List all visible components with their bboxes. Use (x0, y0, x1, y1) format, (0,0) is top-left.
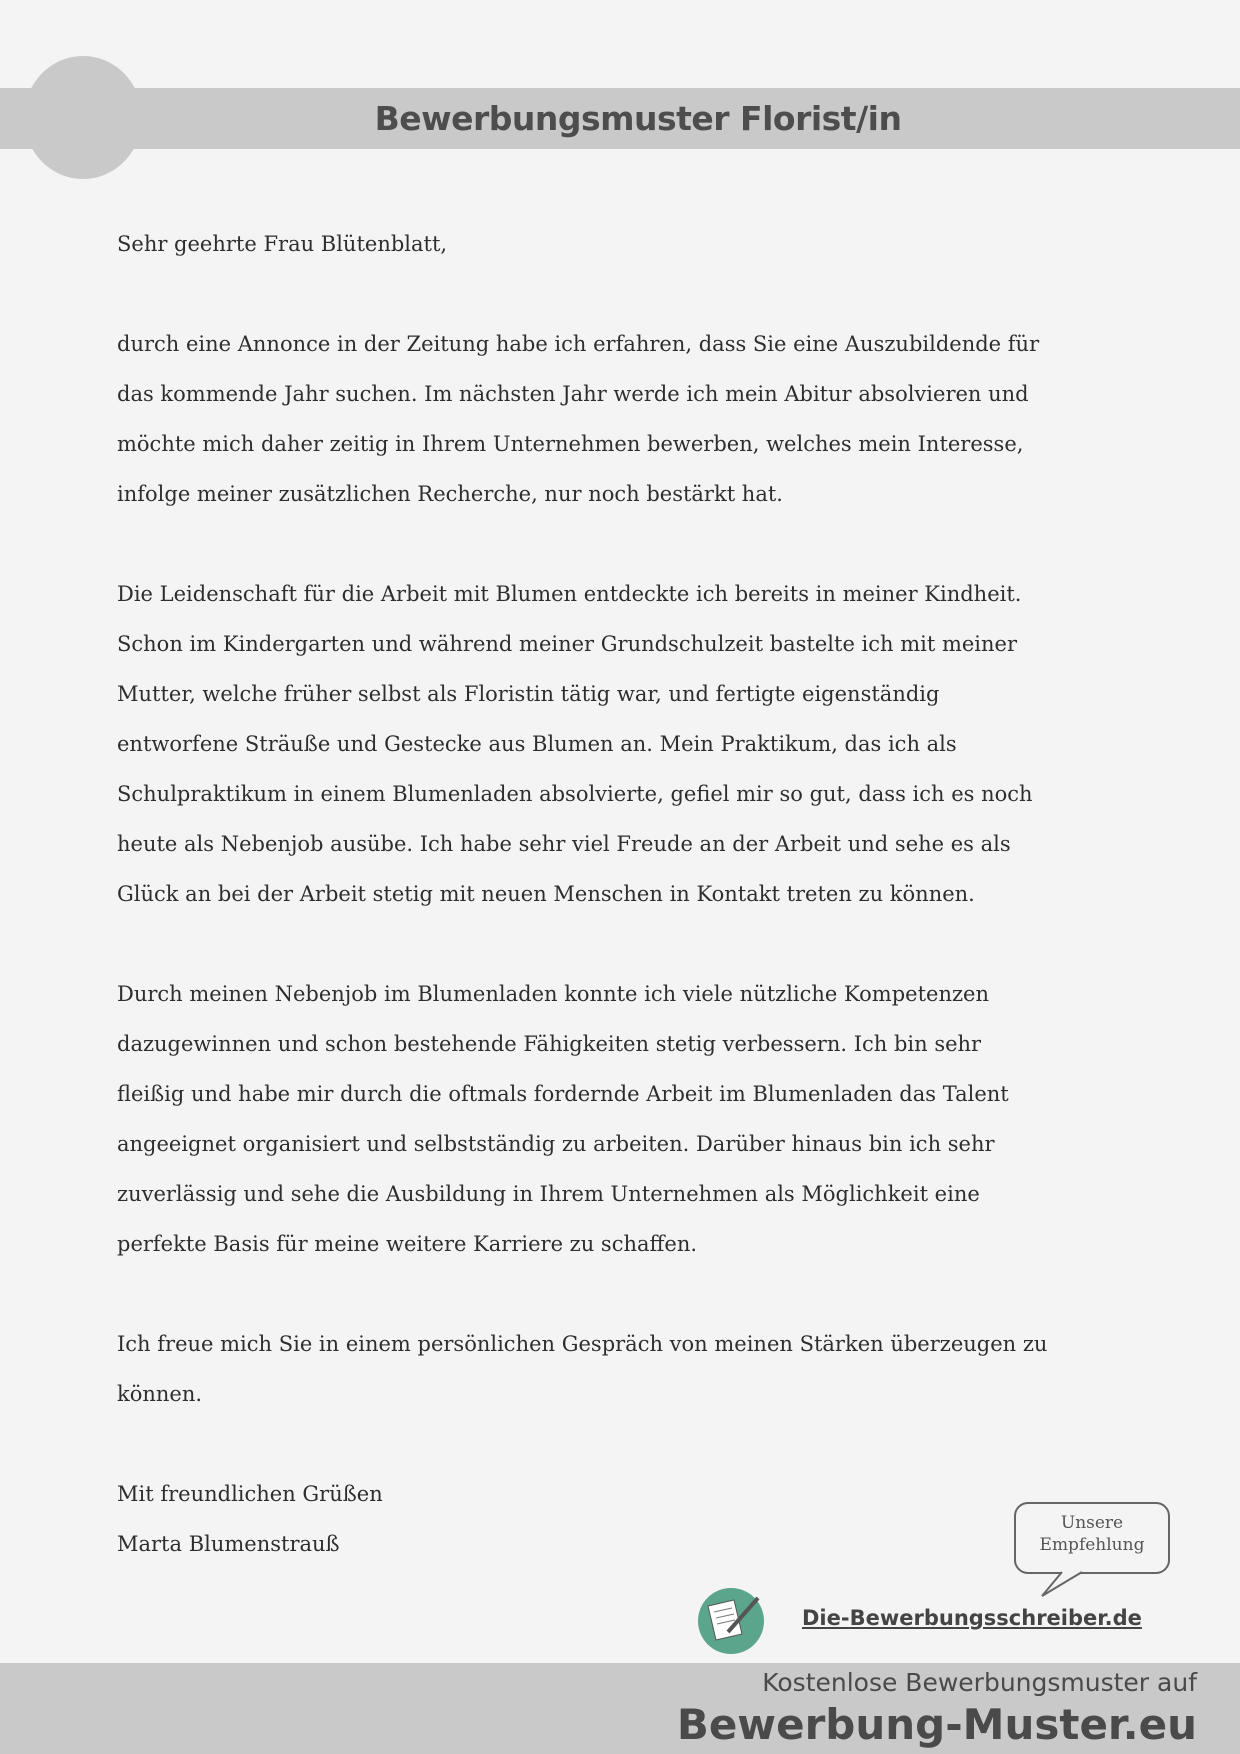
letter-line: fleißig und habe mir durch die oftmals fordernde Arbeit im Blumenladen das Talent (117, 1082, 1009, 1106)
footer-site-link[interactable]: Bewerbung-Muster.eu (676, 1700, 1197, 1749)
letter-line: das kommende Jahr suchen. Im nächsten Jahr werde ich mein Abitur absolvieren und (117, 382, 1029, 406)
letter-line: Marta Blumenstrauß (117, 1532, 340, 1556)
letter-line: Schulpraktikum in einem Blumenladen absolvierte, gefiel mir so gut, dass ich es noch (117, 782, 1033, 806)
letter-line: Die Leidenschaft für die Arbeit mit Blumen entdeckte ich bereits in meiner Kindheit. (117, 582, 1022, 606)
letter-paragraph (117, 219, 1047, 269)
letter-line: dazugewinnen und schon bestehende Fähigkeiten stetig verbessern. Ich bin sehr (117, 1032, 982, 1056)
letter-paragraph (117, 319, 1047, 519)
letter-line: Glück an bei der Arbeit stetig mit neuen Menschen in Kontakt treten zu können. (117, 882, 975, 906)
letter-line: zuverlässig und sehe die Ausbildung in Ihrem Unternehmen als Möglichkeit eine (117, 1182, 980, 1206)
letter-body (117, 219, 1047, 1619)
letter-line: Mit freundlichen Grüßen (117, 1482, 383, 1506)
document-pen-logo-icon (698, 1588, 764, 1654)
letter-line: entworfene Sträuße und Gestecke aus Blumen an. Mein Praktikum, das ich als (117, 732, 957, 756)
bewerbungsschreiber-link[interactable]: Die-Bewerbungsschreiber.de (802, 1606, 1142, 1630)
letter-line: infolge meiner zusätzlichen Recherche, nur noch bestärkt hat. (117, 482, 783, 506)
footer-tagline: Kostenlose Bewerbungsmuster auf (762, 1668, 1197, 1697)
letter-paragraph (117, 1469, 1047, 1569)
letter-line: Ich freue mich Sie in einem persönlichen Gespräch von meinen Stärken überzeugen zu (117, 1332, 1048, 1356)
letter-line: Sehr geehrte Frau Blütenblatt, (117, 232, 448, 256)
letter-line: können. (117, 1382, 203, 1406)
page-title: Bewerbungsmuster Florist/in (374, 99, 902, 138)
letter-line: möchte mich daher zeitig in Ihrem Unternehmen bewerben, welches mein Interesse, (117, 432, 1024, 456)
letter-line: angeeignet organisiert und selbstständig zu arbeiten. Darüber hinaus bin ich sehr (117, 1132, 995, 1156)
letter-line: Schon im Kindergarten und während meiner Grundschulzeit bastelte ich mit meiner (117, 632, 1018, 656)
letter-paragraph (117, 569, 1047, 919)
letter-line: heute als Nebenjob ausübe. Ich habe sehr viel Freude an der Arbeit und sehe es als (117, 832, 1011, 856)
bubble-line: Empfehlung (1039, 1535, 1145, 1555)
bubble-tail-icon (1040, 1570, 1100, 1600)
letter-line: durch eine Annonce in der Zeitung habe ich erfahren, dass Sie eine Auszubildende für (117, 332, 1040, 356)
letter-line: Mutter, welche früher selbst als Floristin tätig war, und fertigte eigenständig (117, 682, 940, 706)
letter-line: perfekte Basis für meine weitere Karriere zu schaffen. (117, 1232, 698, 1256)
recommendation-bubble (1014, 1502, 1170, 1574)
bubble-line: Unsere (1060, 1513, 1124, 1533)
letter-line: Durch meinen Nebenjob im Blumenladen konnte ich viele nützliche Kompetenzen (117, 982, 989, 1006)
letter-paragraph (117, 969, 1047, 1269)
letter-paragraph (117, 1319, 1047, 1419)
